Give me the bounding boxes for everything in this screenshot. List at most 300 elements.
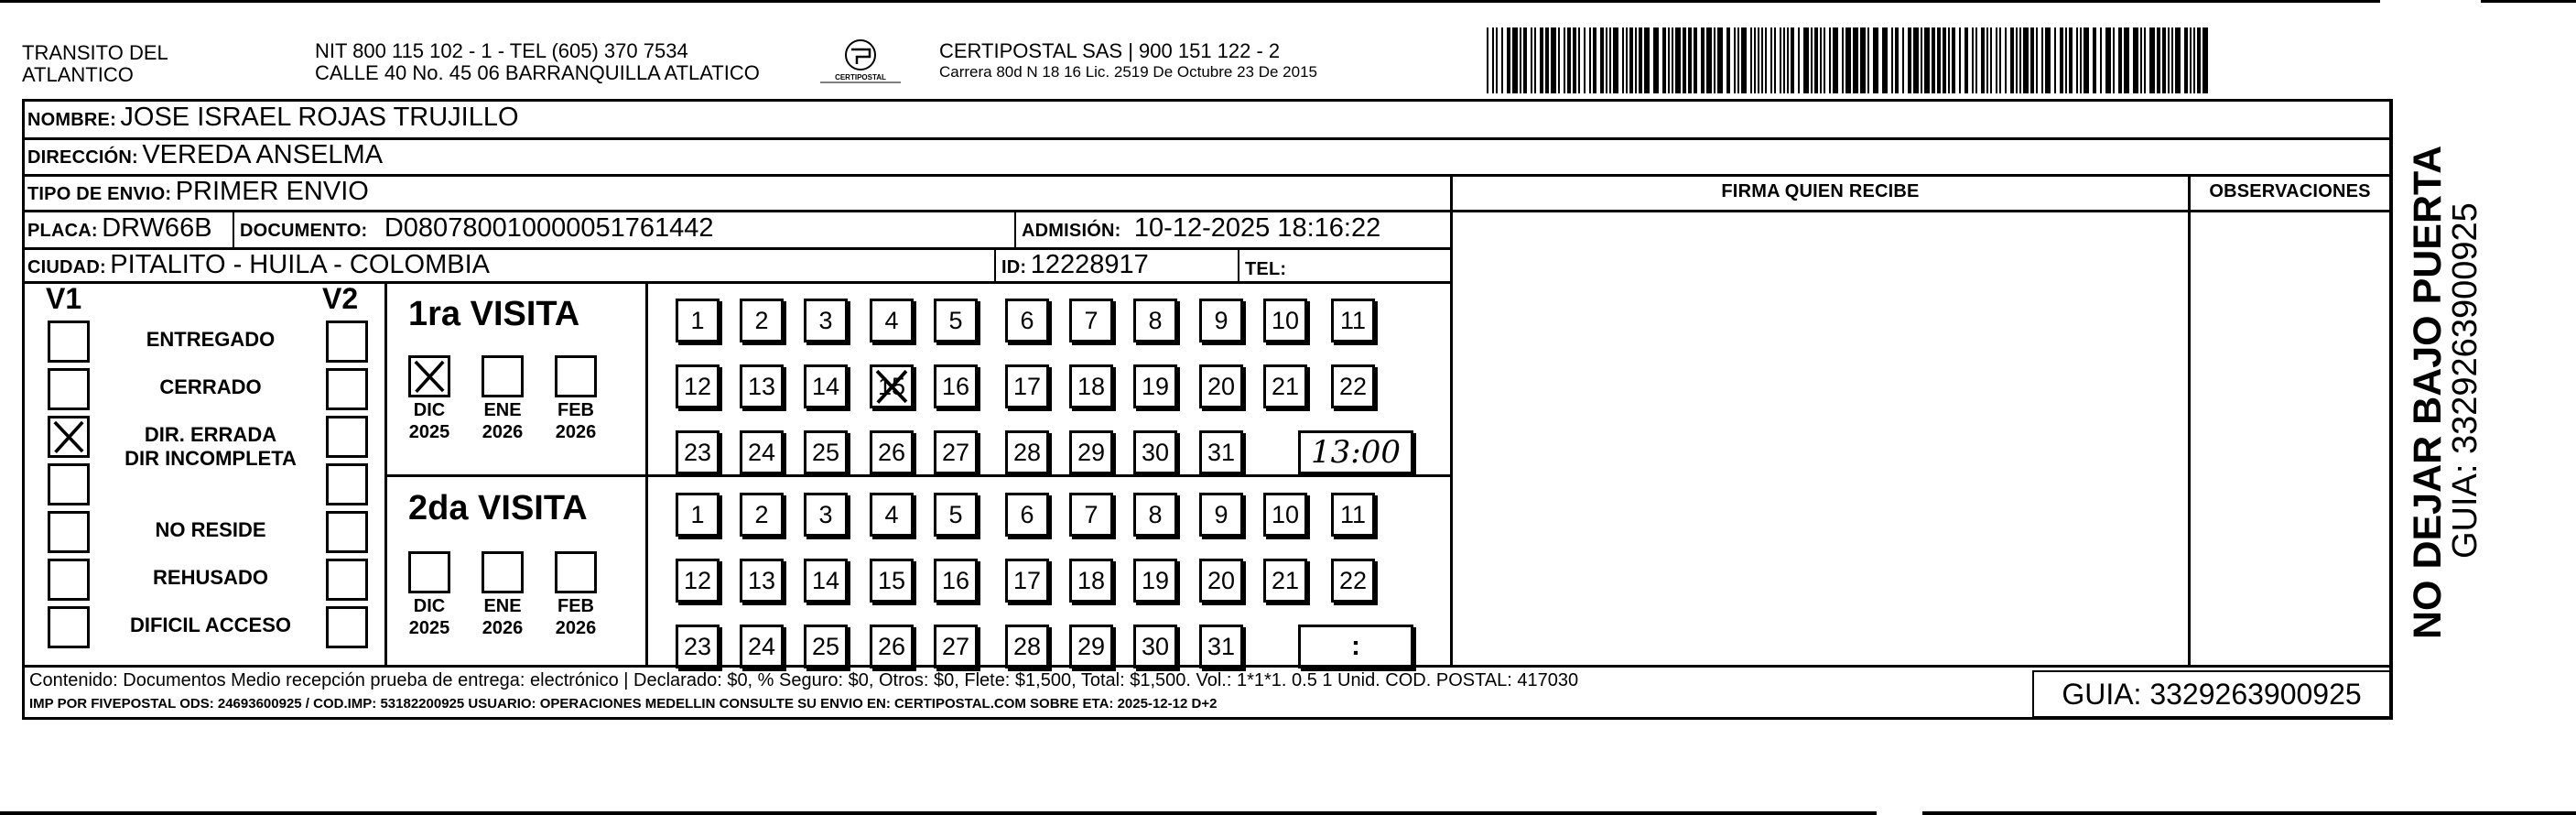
barcode-bar <box>2118 27 2122 93</box>
day-box[interactable] <box>934 364 978 408</box>
barcode-bar <box>2060 27 2063 93</box>
day-number: 11 <box>1339 500 1367 528</box>
barcode-bar <box>1675 27 1681 93</box>
day-number: 20 <box>1207 566 1236 594</box>
day-box[interactable] <box>1331 364 1375 408</box>
barcode-bar <box>1688 27 1692 93</box>
month-checkbox[interactable] <box>555 551 597 593</box>
barcode-bar <box>1584 27 1586 93</box>
barcode-bar <box>2100 27 2102 93</box>
barcode-bar <box>2019 27 2021 93</box>
day-number: 10 <box>1271 306 1300 334</box>
v2-checkbox[interactable] <box>326 559 368 601</box>
day-box[interactable] <box>740 559 784 603</box>
v1-checkbox[interactable] <box>48 368 90 410</box>
day-box[interactable] <box>870 430 914 474</box>
day-number: 19 <box>1141 566 1170 594</box>
barcode-bar <box>1952 27 1955 93</box>
barcode-bar <box>1754 27 1756 93</box>
day-box[interactable] <box>740 430 784 474</box>
barcode-bar <box>1986 27 1988 93</box>
day-number: 13 <box>747 566 776 594</box>
barcode-bar <box>2140 27 2142 93</box>
day-box[interactable] <box>1199 430 1243 474</box>
barcode-bar <box>1990 27 1992 93</box>
day-box[interactable] <box>1133 364 1177 408</box>
org-line2: ATLANTICO <box>22 63 134 86</box>
day-box[interactable] <box>804 559 848 603</box>
documento-cell <box>240 213 714 244</box>
barcode-bar <box>1798 27 1800 93</box>
tel-cell <box>1245 252 1286 282</box>
day-number: 6 <box>1020 500 1034 528</box>
day-box[interactable] <box>1005 559 1049 603</box>
guia-box-text: GUIA: 3329263900925 <box>2062 678 2362 711</box>
day-number: 5 <box>948 500 963 528</box>
day-number: 28 <box>1012 438 1042 466</box>
logo-text: CERTIPOSTAL <box>835 73 886 82</box>
day-number: 22 <box>1338 566 1368 594</box>
placa-doc-divider <box>233 210 234 247</box>
barcode-bar <box>1540 27 1543 93</box>
row-line-2 <box>22 174 2393 177</box>
barcode-bar <box>2005 27 2007 93</box>
tipo-label: TIPO DE ENVIO: <box>27 184 172 204</box>
observaciones-label: OBSERVACIONES <box>2209 181 2371 201</box>
nombre-row <box>27 103 519 133</box>
day-box[interactable] <box>1005 625 1049 668</box>
barcode-bar <box>1653 27 1659 93</box>
barcode-bar <box>1932 27 1935 93</box>
month-label <box>469 595 536 639</box>
day-box[interactable] <box>1005 430 1049 474</box>
barcode-bar <box>1964 27 1968 93</box>
barcode-bar <box>1492 27 1494 93</box>
day-number: 12 <box>683 372 712 400</box>
day-box[interactable] <box>1133 493 1177 537</box>
v1-checkbox[interactable] <box>48 416 90 458</box>
barcode <box>1487 27 2215 93</box>
barcode-bar <box>1791 27 1794 93</box>
month-year: 2026 <box>555 618 597 638</box>
day-number: 30 <box>1141 632 1170 660</box>
day-number: 15 <box>877 372 906 400</box>
day-box[interactable] <box>804 625 848 668</box>
barcode-bar <box>1593 27 1596 93</box>
day-box[interactable] <box>1199 493 1243 537</box>
day-box[interactable] <box>740 493 784 537</box>
barcode-bar <box>1589 27 1591 93</box>
barcode-bar <box>1487 27 1488 93</box>
day-number: 7 <box>1084 306 1099 334</box>
barcode-bar <box>2190 27 2192 93</box>
visit-title: 2da VISITA <box>408 489 588 527</box>
barcode-bar <box>1981 27 1985 93</box>
day-box[interactable] <box>1199 299 1243 342</box>
barcode-bar <box>1948 27 1950 93</box>
company-logo <box>815 37 906 90</box>
imp-line: IMP POR FIVEPOSTAL ODS: 24693600925 / COD.IMP: 53182200925 USUARIO: OPERACIONES MEDELLIN CONSULTE SU ENVIO EN: CERTIPOSTAL.COM SOBRE ETA: 2025-12-12 D+2 <box>29 696 1218 712</box>
barcode-bar <box>1811 27 1813 93</box>
month-year: 2025 <box>408 422 450 442</box>
month-year: 2026 <box>555 422 597 442</box>
month-year: 2026 <box>482 422 524 442</box>
status-option-label: DIR INCOMPLETA <box>124 447 297 470</box>
barcode-bar <box>1750 27 1752 93</box>
day-box[interactable] <box>1069 364 1113 408</box>
day-box[interactable] <box>740 625 784 668</box>
day-number: 25 <box>811 632 840 660</box>
day-number: 13 <box>747 372 776 400</box>
barcode-bar <box>1761 27 1763 93</box>
barcode-bar <box>1845 27 1851 93</box>
day-number: 14 <box>811 566 840 594</box>
day-box[interactable] <box>740 364 784 408</box>
nit-line: NIT 800 115 102 - 1 - TEL (605) 370 7534 <box>315 39 688 62</box>
barcode-bar <box>2069 27 2073 93</box>
day-box[interactable] <box>676 430 720 474</box>
day-box[interactable] <box>870 299 914 342</box>
barcode-bar <box>1672 27 1673 93</box>
day-box[interactable] <box>1263 493 1307 537</box>
barcode-bar <box>1717 27 1723 93</box>
org-name <box>22 42 168 86</box>
day-box[interactable] <box>1005 493 1049 537</box>
day-box[interactable] <box>676 559 720 603</box>
placa-label: PLACA: <box>27 221 98 241</box>
day-number: 31 <box>1207 438 1236 466</box>
barcode-bar <box>1908 27 1911 93</box>
day-box[interactable] <box>1199 559 1243 603</box>
barcode-bar <box>1842 27 1844 93</box>
day-box[interactable] <box>1199 364 1243 408</box>
month-checkbox[interactable] <box>482 355 524 397</box>
day-number: 28 <box>1012 632 1042 660</box>
row-line-5 <box>22 281 1450 284</box>
barcode-bar <box>1714 27 1716 93</box>
month-name: FEB <box>557 400 594 420</box>
barcode-bar <box>2149 27 2155 93</box>
time-value: 13:00 <box>1311 434 1401 471</box>
contenido-line: Contenido: Documentos Medio recepción prueba de entrega: electrónico | Declarado: $0, % Seguro: $0, Otros: $0, Flete: $1,500, Total: $1,500. Vol.: 1*1*1. 0.5 1 Unid. COD. POSTAL: 417030 <box>29 670 1579 690</box>
day-box[interactable] <box>1263 364 1307 408</box>
status-option-label: NO RESIDE <box>155 518 266 541</box>
barcode-bar <box>1913 27 1919 93</box>
v2-label: V2 <box>322 282 359 315</box>
barcode-bar <box>2171 27 2173 93</box>
day-box[interactable] <box>1069 493 1113 537</box>
visit-divider <box>384 474 1450 477</box>
day-number: 16 <box>941 372 970 400</box>
barcode-bar <box>2036 27 2038 93</box>
day-number: 3 <box>818 500 833 528</box>
barcode-bar <box>1507 27 1510 93</box>
barcode-bar <box>1668 27 1670 93</box>
status-option-label: ENTREGADO <box>146 328 276 351</box>
month-label <box>469 399 536 443</box>
day-box[interactable] <box>1133 430 1177 474</box>
barcode-bar <box>1972 27 1974 93</box>
barcode-bar <box>2168 27 2170 93</box>
barcode-bar <box>2041 27 2043 93</box>
month-checkbox[interactable] <box>555 355 597 397</box>
v2-checkbox[interactable] <box>326 511 368 553</box>
month-name: DIC <box>413 400 446 420</box>
status-option-label: REHUSADO <box>153 566 268 589</box>
day-box[interactable] <box>1069 625 1113 668</box>
day-box[interactable] <box>1069 559 1113 603</box>
day-box[interactable] <box>934 625 978 668</box>
barcode-bar <box>1780 27 1781 93</box>
day-number: 24 <box>747 438 776 466</box>
day-box[interactable] <box>1199 625 1243 668</box>
day-number: 24 <box>747 632 776 660</box>
top-rule-right <box>2481 0 2576 3</box>
day-box[interactable] <box>1263 559 1307 603</box>
day-number: 10 <box>1271 500 1300 528</box>
barcode-bar <box>1701 27 1705 93</box>
day-number: 1 <box>690 306 705 334</box>
nombre-value: JOSE ISRAEL ROJAS TRUJILLO <box>120 103 519 132</box>
ciudad-id-divider <box>994 247 996 281</box>
barcode-bar <box>1996 27 1997 93</box>
time-value: : <box>1351 631 1360 661</box>
status-divider <box>384 281 387 665</box>
barcode-bar <box>1999 27 2001 93</box>
month-label <box>542 399 610 443</box>
v2-checkbox[interactable] <box>326 606 368 648</box>
barcode-bar <box>2124 27 2129 93</box>
time-box[interactable] <box>1298 625 1413 668</box>
v1-checkbox[interactable] <box>48 511 90 553</box>
barcode-bar <box>2030 27 2034 93</box>
day-number: 5 <box>948 306 963 334</box>
month-label <box>395 595 463 639</box>
day-box[interactable] <box>1005 364 1049 408</box>
day-box[interactable] <box>1133 559 1177 603</box>
barcode-bar <box>2175 27 2181 93</box>
day-box[interactable] <box>1069 430 1113 474</box>
month-name: ENE <box>483 596 522 616</box>
day-number: 26 <box>877 632 906 660</box>
tel-label: TEL: <box>1245 259 1287 279</box>
day-number: 23 <box>683 632 712 660</box>
cross-mark-icon <box>411 358 448 395</box>
day-box[interactable] <box>1263 299 1307 342</box>
day-box[interactable] <box>804 364 848 408</box>
v1-label: V1 <box>46 282 82 315</box>
barcode-bar <box>2045 27 2051 93</box>
barcode-bar <box>1496 27 1498 93</box>
day-number: 14 <box>811 372 840 400</box>
side-divider <box>2389 99 2393 720</box>
top-rule <box>0 0 2380 3</box>
day-box[interactable] <box>934 299 978 342</box>
day-number: 15 <box>877 566 906 594</box>
v1-checkbox[interactable] <box>48 321 90 363</box>
barcode-bar <box>1833 27 1838 93</box>
day-number: 2 <box>754 500 769 528</box>
day-box[interactable] <box>870 625 914 668</box>
observations-divider <box>2188 174 2191 665</box>
barcode-bar <box>1564 27 1565 93</box>
barcode-bar <box>2162 27 2166 93</box>
barcode-bar <box>2084 27 2089 93</box>
day-number: 12 <box>683 566 712 594</box>
id-value: 12228917 <box>1030 250 1149 279</box>
barcode-bar <box>1803 27 1809 93</box>
day-number: 22 <box>1338 372 1368 400</box>
barcode-bar <box>2076 27 2078 93</box>
barcode-bar <box>2093 27 2096 93</box>
day-box[interactable] <box>1133 625 1177 668</box>
id-tel-divider <box>1238 247 1239 281</box>
barcode-bar <box>1867 27 1869 93</box>
v1-checkbox[interactable] <box>48 559 90 601</box>
ciudad-value: PITALITO - HUILA - COLOMBIA <box>110 250 490 279</box>
month-checkbox[interactable] <box>408 355 450 397</box>
barcode-bar <box>2080 27 2082 93</box>
barcode-bar <box>1635 27 1637 93</box>
day-number: 20 <box>1207 372 1236 400</box>
status-option-label: DIFICIL ACCESO <box>129 614 291 636</box>
time-box[interactable] <box>1298 430 1413 474</box>
day-box[interactable] <box>1331 559 1375 603</box>
barcode-bar <box>1921 27 1922 93</box>
admision-value: 10-12-2025 18:16:22 <box>1133 213 1381 243</box>
day-box[interactable] <box>870 364 914 408</box>
barcode-bar <box>2157 27 2160 93</box>
barcode-bar <box>2193 27 2195 93</box>
id-cell <box>1001 250 1149 280</box>
months-divider <box>645 281 648 665</box>
status-option-label: DIR. ERRADA <box>144 423 277 446</box>
placa-cell <box>27 213 212 244</box>
day-box[interactable] <box>870 493 914 537</box>
month-year: 2026 <box>482 618 524 638</box>
status-option-label: CERRADO <box>159 375 262 398</box>
v1-checkbox[interactable] <box>48 606 90 648</box>
barcode-bar <box>1613 27 1618 93</box>
barcode-bar <box>1662 27 1666 93</box>
ciudad-cell <box>27 250 490 280</box>
barcode-bar <box>2144 27 2146 93</box>
tipo-value: PRIMER ENVIO <box>175 177 369 206</box>
barcode-bar <box>1551 27 1556 93</box>
v2-checkbox[interactable] <box>326 321 368 363</box>
v2-checkbox[interactable] <box>326 368 368 410</box>
day-number: 29 <box>1077 632 1106 660</box>
barcode-bar <box>1924 27 1930 93</box>
documento-label: DOCUMENTO: <box>240 221 368 241</box>
day-number: 16 <box>941 566 970 594</box>
day-box[interactable] <box>934 559 978 603</box>
day-box[interactable] <box>740 299 784 342</box>
barcode-bar <box>2113 27 2115 93</box>
barcode-bar <box>1937 27 1941 93</box>
row-line-3 <box>22 210 2393 212</box>
company-address: Carrera 80d N 18 16 Lic. 2519 De Octubre 23 De 2015 <box>939 63 1317 81</box>
barcode-bar <box>1694 27 1697 93</box>
barcode-bar <box>1606 27 1607 93</box>
day-box[interactable] <box>804 430 848 474</box>
barcode-bar <box>2065 27 2067 93</box>
month-checkbox[interactable] <box>408 551 450 593</box>
documento-value: D080780010000051761442 <box>384 213 714 243</box>
barcode-bar <box>1573 27 1576 93</box>
day-box[interactable] <box>934 493 978 537</box>
day-box[interactable] <box>676 493 720 537</box>
day-box[interactable] <box>676 299 720 342</box>
day-number: 23 <box>683 438 712 466</box>
ciudad-label: CIUDAD: <box>27 257 106 277</box>
barcode-bar <box>1860 27 1866 93</box>
barcode-bar <box>1853 27 1858 93</box>
cross-mark-icon <box>872 367 911 406</box>
barcode-bar <box>1567 27 1571 93</box>
day-number: 6 <box>1020 306 1034 334</box>
day-box[interactable] <box>870 559 914 603</box>
barcode-bar <box>1734 27 1736 93</box>
barcode-bar <box>2133 27 2138 93</box>
barcode-bar <box>1600 27 1604 93</box>
day-number: 27 <box>941 438 970 466</box>
barcode-bar <box>1787 27 1789 93</box>
day-box[interactable] <box>1069 299 1113 342</box>
barcode-bar <box>1824 27 1825 93</box>
month-label <box>395 399 463 443</box>
day-box[interactable] <box>934 430 978 474</box>
v2-checkbox[interactable] <box>326 416 368 458</box>
month-checkbox[interactable] <box>482 551 524 593</box>
barcode-bar <box>2010 27 2014 93</box>
v2-checkbox[interactable] <box>326 463 368 505</box>
signature-divider <box>1450 174 1453 665</box>
visit-title: 1ra VISITA <box>408 295 580 333</box>
barcode-bar <box>1902 27 1904 93</box>
tipo-row <box>27 177 369 207</box>
doc-admision-divider <box>1014 210 1016 247</box>
day-box[interactable] <box>804 493 848 537</box>
day-box[interactable] <box>1005 299 1049 342</box>
month-name: DIC <box>413 596 446 616</box>
month-name: ENE <box>483 400 522 420</box>
v1-checkbox[interactable] <box>48 463 90 505</box>
barcode-bar <box>1520 27 1521 93</box>
barcode-bar <box>1770 27 1772 93</box>
barcode-bar <box>1943 27 1946 93</box>
org-contact <box>315 40 760 84</box>
direccion-value: VEREDA ANSELMA <box>142 140 384 169</box>
day-number: 9 <box>1214 500 1228 528</box>
day-box[interactable] <box>804 299 848 342</box>
barcode-bar <box>1774 27 1776 93</box>
day-box[interactable] <box>676 625 720 668</box>
company-info <box>939 40 1317 82</box>
day-box[interactable] <box>1331 493 1375 537</box>
day-box[interactable] <box>1133 299 1177 342</box>
day-number: 2 <box>754 306 769 334</box>
day-number: 3 <box>818 306 833 334</box>
firma-label: FIRMA QUIEN RECIBE <box>1721 181 1920 201</box>
barcode-bar <box>1512 27 1518 93</box>
barcode-bar <box>1783 27 1785 93</box>
month-label <box>542 595 610 639</box>
day-box[interactable] <box>1331 299 1375 342</box>
barcode-bar <box>2054 27 2056 93</box>
day-box[interactable] <box>676 364 720 408</box>
barcode-bar <box>2016 27 2018 93</box>
